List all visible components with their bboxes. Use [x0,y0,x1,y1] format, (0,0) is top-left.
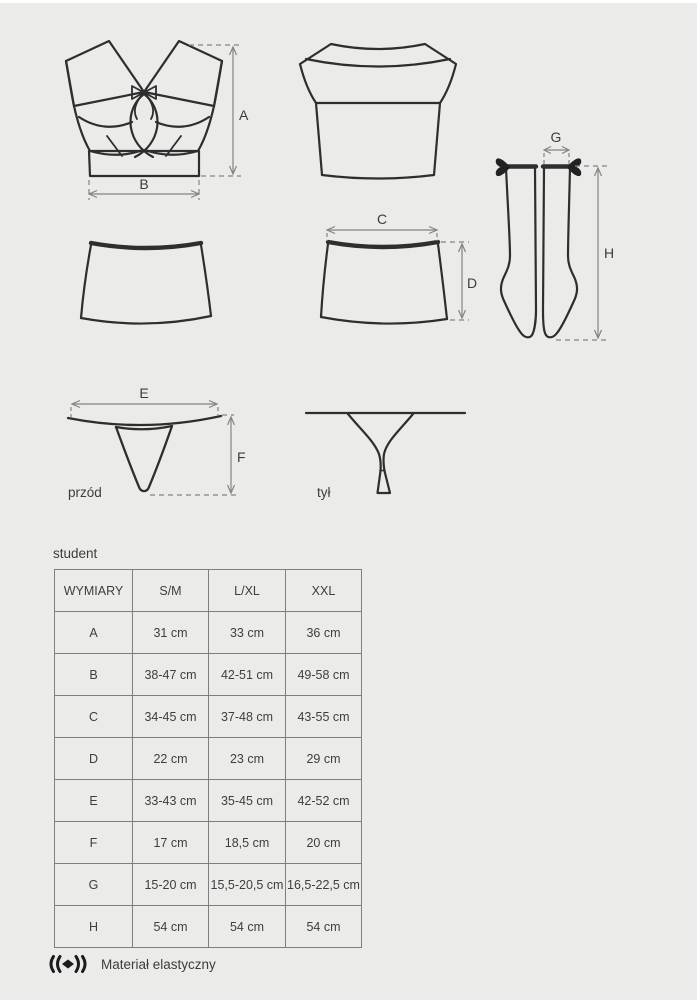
size-cell: 33-43 cm [133,780,209,822]
material-note: Materiał elastyczny [101,956,216,972]
size-cell: 18,5 cm [209,822,286,864]
size-table-row [55,654,362,696]
dim-label-h: H [604,245,615,261]
panties-front-drawing [68,416,221,491]
croptop-back-drawing [300,44,456,179]
size-table-row [55,612,362,654]
size-column-header: XXL [286,570,362,612]
size-cell: 54 cm [133,906,209,948]
size-table-row [55,696,362,738]
dim-label-b: B [139,176,149,192]
size-table [54,569,362,948]
croptop-front-drawing [66,41,222,176]
size-cell: 23 cm [209,738,286,780]
size-cell: 33 cm [209,612,286,654]
size-cell: 36 cm [286,612,362,654]
size-cell: 15,5-20,5 cm [209,864,286,906]
dim-label-d: D [467,275,478,291]
stockings-drawing [496,158,582,337]
panties-back-drawing [306,413,465,493]
skirt-dimensioned-drawing [321,242,447,324]
size-cell: 42-52 cm [286,780,362,822]
size-table-header-row [55,570,362,612]
size-cell: 29 cm [286,738,362,780]
dim-label-f: F [237,449,246,465]
size-cell: 54 cm [209,906,286,948]
size-table-row [55,738,362,780]
size-cell: 38-47 cm [133,654,209,696]
size-cell: 37-48 cm [209,696,286,738]
product-name: student [53,546,98,561]
dim-label-e: E [139,385,149,401]
size-column-header: S/M [133,570,209,612]
size-row-label: F [55,822,133,864]
size-table-row [55,822,362,864]
size-table-row [55,780,362,822]
size-cell: 15-20 cm [133,864,209,906]
front-view-label: przód [68,485,102,500]
size-table-row [55,906,362,948]
elastic-material-arrow-icon [46,954,90,974]
size-cell: 43-55 cm [286,696,362,738]
size-cell: 17 cm [133,822,209,864]
size-cell: 49-58 cm [286,654,362,696]
dim-line-c [327,227,437,242]
size-cell: 35-45 cm [209,780,286,822]
size-row-label: D [55,738,133,780]
size-row-label: B [55,654,133,696]
size-cell: 16,5-22,5 cm [286,864,362,906]
size-cell: 34-45 cm [133,696,209,738]
size-cell: 31 cm [133,612,209,654]
size-cell: 22 cm [133,738,209,780]
dim-label-a: A [239,107,249,123]
size-table-row [55,864,362,906]
size-cell: 42-51 cm [209,654,286,696]
dim-line-e [71,401,218,418]
back-view-label: tył [317,485,331,500]
size-column-header: WYMIARY [55,570,133,612]
size-row-label: E [55,780,133,822]
size-column-header: L/XL [209,570,286,612]
material-note-row [46,954,216,974]
dim-line-a [189,45,241,176]
size-row-label: C [55,696,133,738]
size-row-label: H [55,906,133,948]
dim-line-h [556,166,607,340]
dim-label-g: G [550,129,562,145]
dim-line-g [544,147,569,165]
size-cell: 54 cm [286,906,362,948]
size-row-label: A [55,612,133,654]
dim-label-c: C [376,211,388,227]
skirt-front-drawing [81,243,211,324]
size-cell: 20 cm [286,822,362,864]
size-row-label: G [55,864,133,906]
